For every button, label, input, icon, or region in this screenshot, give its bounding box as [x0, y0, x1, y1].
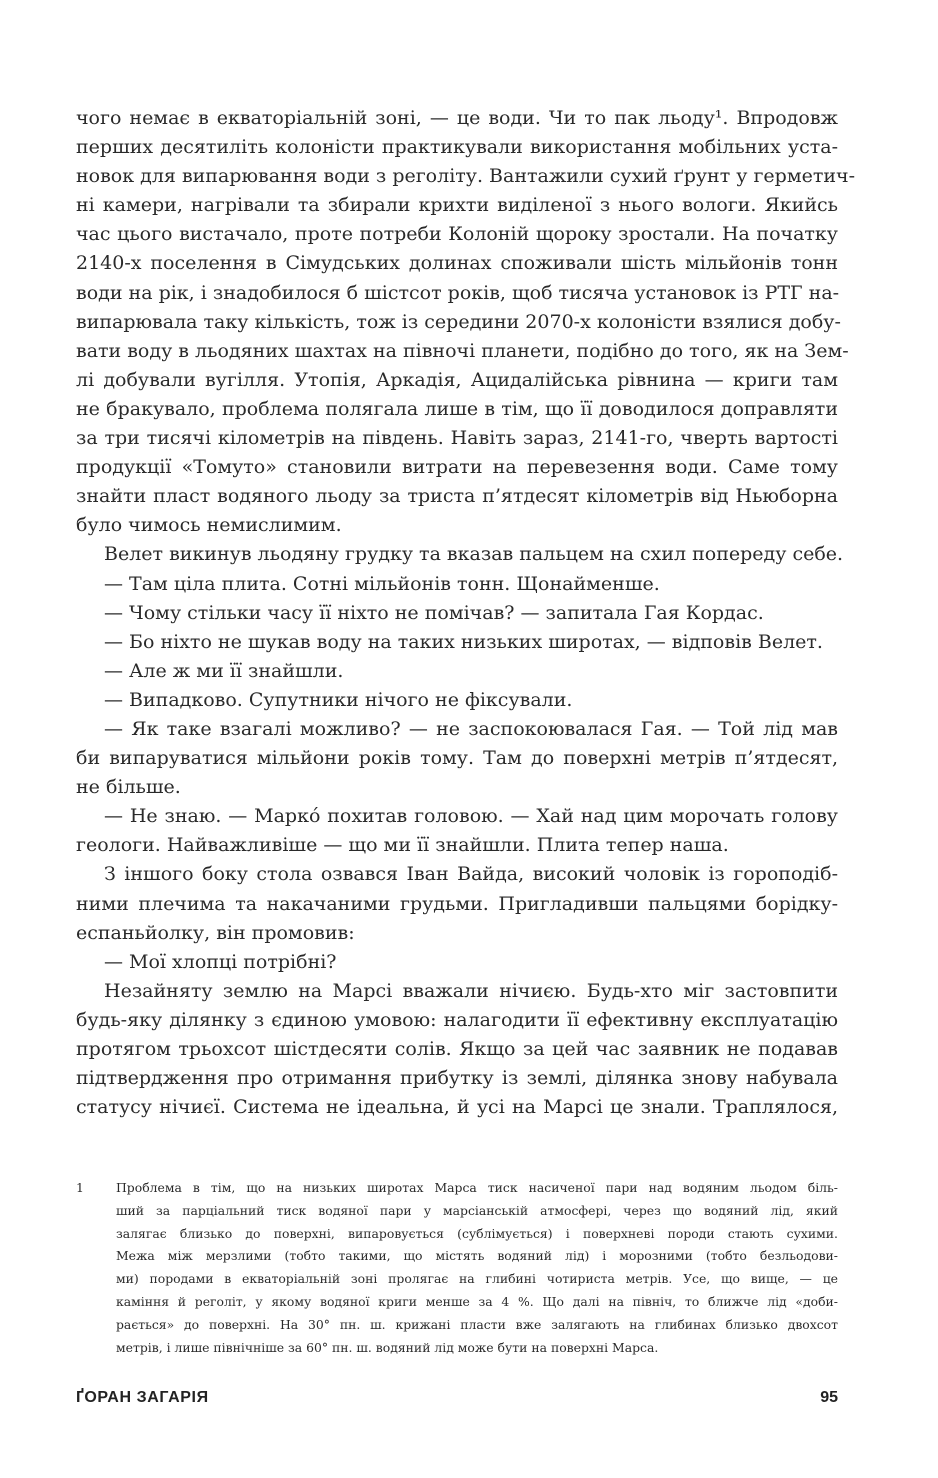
footnote-line: ми) породами в екваторіальній зоні пролягає на глибині чотириста метрів. Усе, що вище, — це	[116, 1271, 838, 1287]
footnote-line: ший за парціальний тиск водяної пари у марсіанській атмосфері, через що водяний лід, який	[116, 1202, 838, 1218]
text-line: вати воду в льодяних шахтах на півночі планети, подібно до того, як на Зем-	[76, 339, 849, 362]
page-footer	[76, 1389, 838, 1413]
footnote-text	[116, 1177, 838, 1359]
footnote-1	[76, 1177, 838, 1359]
text-line: було чимось немислимим.	[76, 514, 342, 537]
text-line: перших десятиліть колоністи практикували використання мобільних уста-	[76, 136, 838, 159]
text-line: води на рік, і знадобилося б шістсот років, щоб тисяча установок із РТГ на-	[76, 281, 840, 304]
main-text-block	[76, 104, 856, 1122]
text-line: Велет викинув льодяну грудку та вказав пальцем на схил попереду себе.	[104, 543, 844, 566]
text-line: продукції «Томуто» становили витрати на перевезення води. Саме тому	[76, 456, 838, 479]
text-line: ні камери, нагрівали та збирали крихти виділеної з нього вологи. Якийсь	[76, 194, 838, 217]
text-line: за три тисячі кілометрів на південь. Навіть зараз, 2141-го, чверть вартості	[76, 427, 838, 450]
text-line: З іншого боку стола озвався Іван Вайда, високий чоловік із горοподіб-	[104, 863, 838, 886]
text-line: час цього вистачало, проте потреби Колоній щороку зростали. На початку	[76, 223, 838, 246]
text-line: би випаруватися мільйони років тому. Там до поверхні метрів п’ятдесят,	[76, 747, 838, 770]
text-line: — Але ж ми її знайшли.	[104, 659, 344, 682]
text-line: новок для випарювання води з реголіту. Вантажили сухий ґрунт у герметич-	[76, 165, 856, 188]
text-line: — Бо ніхто не шукав воду на таких низьких широтах, — відповів Велет.	[104, 630, 823, 653]
footnote-number: 1	[76, 1180, 84, 1195]
text-line: чого немає в екваторіальній зоні, — це води. Чи то пак льоду¹. Впродовж	[76, 107, 838, 129]
page-number: 95	[820, 1389, 838, 1406]
text-line: статусу нічиєї. Система не ідеальна, й усі на Марсі це знали. Траплялося,	[76, 1096, 838, 1119]
text-line: 2140-х поселення в Сімудських долинах споживали шість мільйонів тонн	[76, 252, 838, 275]
footnote-line: залягає близько до поверхні, випаровується (сублімується) і поверхневі породи стають сухими.	[116, 1225, 838, 1241]
text-line: не більше.	[76, 776, 181, 799]
text-line: — Випадково. Супутники нічого не фіксували.	[104, 688, 573, 711]
running-footer-author: ҐОРАН ЗАГАРІЯ	[76, 1389, 209, 1406]
text-line: не бракувало, проблема полягала лише в тім, що її доводилося доправляти	[76, 397, 838, 420]
text-line: — Як таке взагалі можливо? — не заспокоювалася Гая. — Той лід мав	[104, 717, 838, 740]
text-line: — Мої хлопці потрібні?	[104, 950, 337, 973]
text-line: підтвердження про отримання прибутку із землі, ділянка знову набувала	[76, 1067, 838, 1090]
footnote-line: рається» до поверхні. На 30° пн. ш. крижані пласти вже залягають на глибинах близько двохсот	[116, 1316, 838, 1332]
text-line: — Не знаю. — Маркó похитав головою. — Хай над цим морочать голову	[104, 805, 838, 828]
footnote-line: метрів, і лише північніше за 60° пн. ш. водяний лід може бути на поверхні Марса.	[116, 1339, 659, 1355]
footnote-line: Проблема в тім, що на низьких широтах Марса тиск насиченої пари над водяним льодом біль-	[116, 1180, 838, 1195]
text-line: — Чому стільки часу її ніхто не помічав? — запитала Гая Кордас.	[104, 601, 764, 624]
text-line: ними плечима та накачаними грудьми. Пригладивши пальцями борідку-	[76, 892, 838, 915]
footnote-line: Межа між мерзлими (тобто такими, що містять водяний лід) і морозними (тобто безльодови-	[116, 1248, 838, 1264]
text-line: — Там ціла плита. Сотні мільйонів тонн. Щонайменше.	[104, 572, 660, 595]
text-line: лі добували вугілля. Утопія, Аркадія, Ацидалійська рівнина — криги там	[76, 368, 838, 391]
text-line: будь-яку ділянку з єдиною умовою: налагодити її ефективну експлуатацію	[76, 1008, 838, 1031]
text-line: випарювала таку кількість, тож із середини 2070-х колоністи взялися добу-	[76, 310, 841, 333]
text-line: геологи. Найважливіше — що ми її знайшли. Плита тепер наша.	[76, 834, 729, 857]
text-line: протягом трьохсот шістдесяти солів. Якщо за цей час заявник не подавав	[76, 1038, 838, 1060]
text-line: знайти пласт водяного льоду за триста п’ятдесят кілометрів від Ньюборна	[76, 485, 838, 508]
text-line: еспаньйолку, він промовив:	[76, 921, 355, 944]
text-line: Незайняту землю на Марсі вважали нічиєю. Будь-хто міг застовпити	[104, 979, 838, 1002]
footnotes-section	[76, 1177, 838, 1359]
footnote-line: каміння й реголіт, у якому водяної криги менше за 4 %. Що далі на північ, то ближче лід «доби-	[116, 1293, 838, 1309]
